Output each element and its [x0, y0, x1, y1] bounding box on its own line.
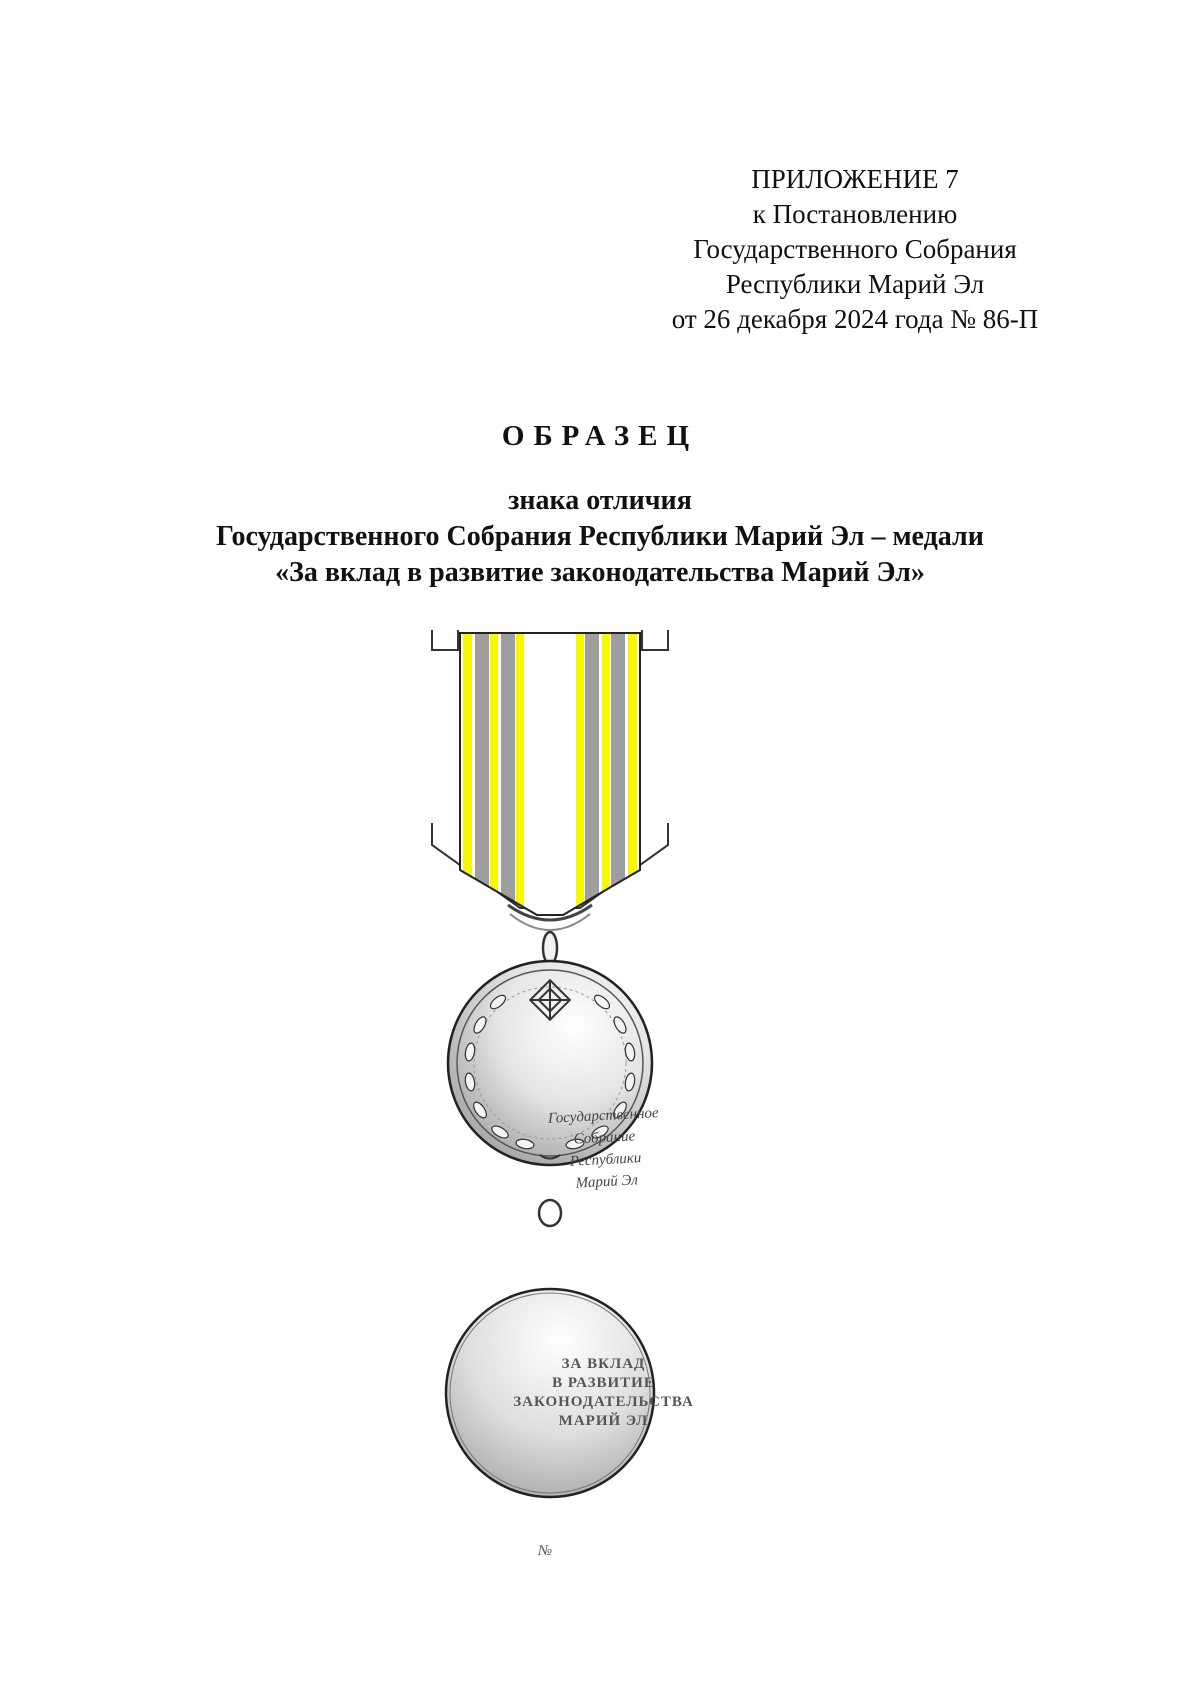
ribbon-stripe	[585, 630, 599, 920]
ribbon-stripe	[576, 630, 584, 920]
ribbon-stripe	[475, 630, 489, 920]
medal-illustration	[400, 630, 820, 1640]
appendix-date: от 26 декабря 2024 года № 86-П	[671, 304, 1039, 334]
ribbon-stripe	[611, 630, 625, 920]
reverse-inscription	[486, 1355, 721, 1431]
reverse-line: ЗА ВКЛАД	[561, 1356, 646, 1372]
subtitle-line-2: Государственного Собрания Республики Марий Эл – медали	[216, 521, 984, 552]
obverse-line: Собрание	[573, 1128, 636, 1148]
appendix-region: Республики Марий Эл	[725, 269, 985, 299]
ribbon-stripe	[501, 630, 515, 920]
appendix-header	[640, 162, 1070, 337]
medal-ribbon	[460, 630, 640, 920]
obverse-line: Республики	[569, 1150, 642, 1170]
subtitle-line-3: «За вклад в развитие законодательства Марий Эл»	[275, 557, 925, 588]
appendix-issuer: Государственного Собрания	[693, 234, 1017, 264]
ribbon-stripe	[516, 630, 524, 920]
obverse-inscription	[503, 1100, 707, 1198]
appendix-ref: к Постановлению	[752, 199, 958, 229]
document-subtitle	[0, 483, 1200, 591]
subtitle-line-1: знака отличия	[508, 485, 692, 516]
document-title: ОБРАЗЕЦ	[501, 420, 699, 452]
reverse-line: ЗАКОНОДАТЕЛЬСТВА	[513, 1394, 694, 1410]
medal-reverse	[446, 1200, 654, 1497]
reverse-line: МАРИЙ ЭЛ	[558, 1413, 649, 1429]
appendix-number: ПРИЛОЖЕНИЕ 7	[751, 164, 959, 194]
reverse-line: В РАЗВИТИЕ	[552, 1375, 655, 1391]
ribbon-stripe	[602, 630, 610, 920]
obverse-line: Марий Эл	[575, 1172, 639, 1192]
ribbon-stripe	[490, 630, 498, 920]
mint-mark: №	[538, 1543, 553, 1559]
obverse-line: Государственное	[547, 1105, 659, 1127]
